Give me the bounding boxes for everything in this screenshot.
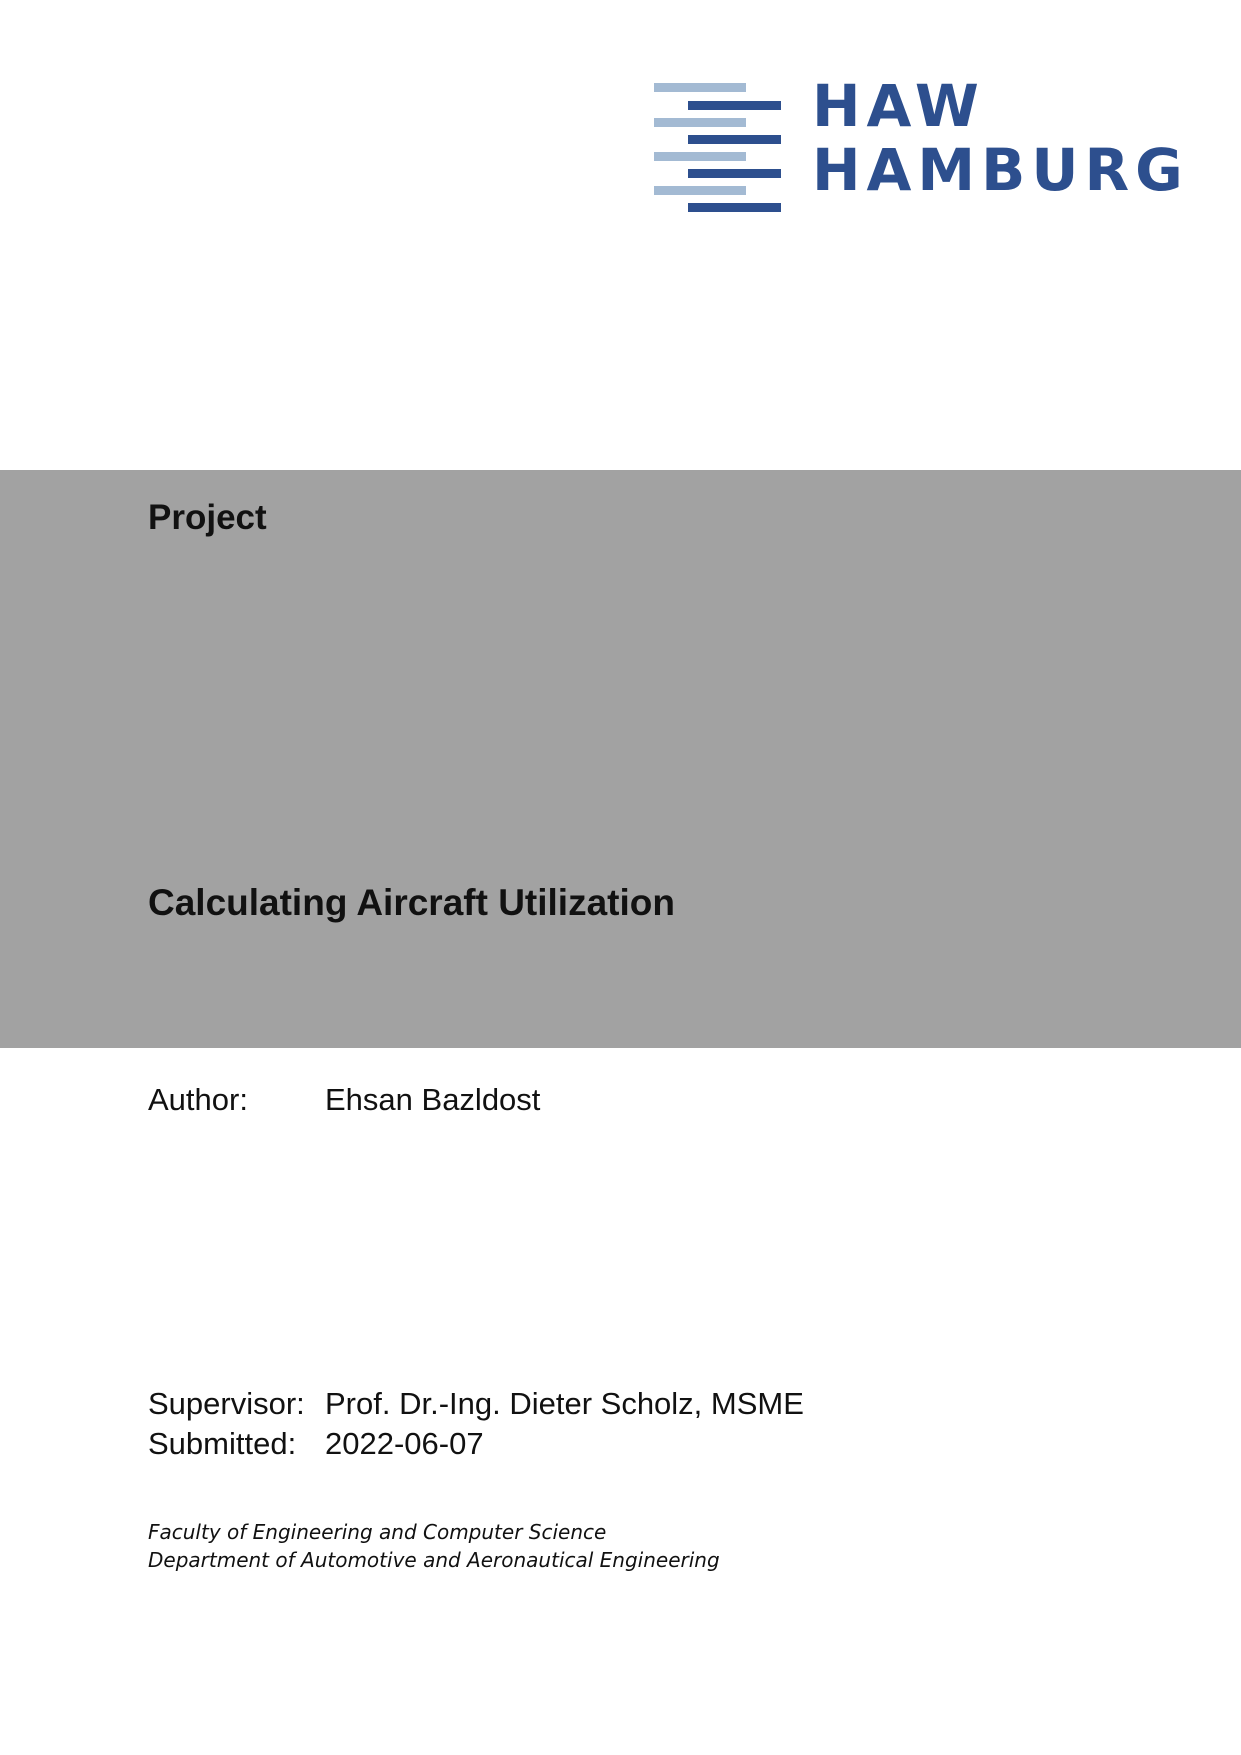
- document-type: Project: [148, 498, 267, 537]
- logo-stripes-icon: [654, 80, 794, 220]
- supervisor-row: [148, 1386, 804, 1422]
- logo-line-2: HAMBURG: [812, 136, 1189, 204]
- supervisor-name: Prof. Dr.-Ing. Dieter Scholz, MSME: [325, 1386, 804, 1421]
- supervisor-label: Supervisor:: [148, 1386, 305, 1421]
- logo-line-1: HAW: [812, 72, 985, 140]
- haw-hamburg-logo: [650, 72, 1189, 220]
- author-label: Author:: [148, 1082, 248, 1117]
- submitted-date: 2022-06-07: [325, 1426, 484, 1461]
- author-row: [148, 1082, 540, 1118]
- submitted-row: [148, 1426, 484, 1462]
- submitted-label: Submitted:: [148, 1426, 297, 1461]
- faculty-line: Faculty of Engineering and Computer Science: [148, 1520, 607, 1544]
- document-title: Calculating Aircraft Utilization: [148, 882, 675, 923]
- title-banner: [0, 470, 1241, 1048]
- logo-wordmark: [812, 74, 1189, 202]
- author-name: Ehsan Bazldost: [325, 1082, 541, 1117]
- institution-footer: [148, 1518, 720, 1574]
- department-line: Department of Automotive and Aeronautical Engineering: [148, 1548, 720, 1572]
